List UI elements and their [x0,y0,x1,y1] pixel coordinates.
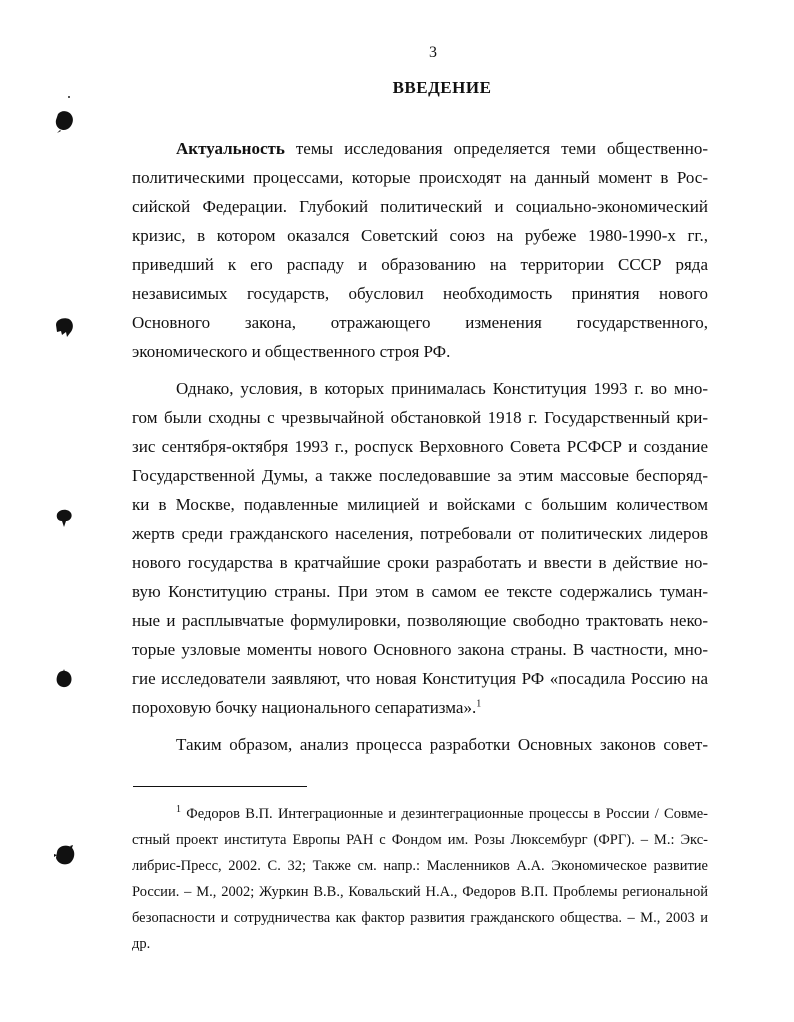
paragraph-1-line-2: политическими процессами, которые происходят на данный момент в Рос- [132,168,708,187]
punch-hole-mark-5 [52,842,76,866]
punch-hole-mark-4 [52,667,76,691]
bold-lead-term: Актуальность [176,139,285,158]
paragraph-2-line-1: Однако, условия, в которых принималась Конституция 1993 г. во мно- [176,379,708,398]
paragraph-2-line-10: торые узловые моменты нового Основного закона страны. В частности, мно- [132,640,708,659]
page-title: ВВЕДЕНИЕ [392,78,492,97]
page-number: 3 [429,44,437,61]
punch-hole-mark-2 [52,315,76,339]
punch-hole-mark-3 [52,506,76,530]
paragraph-2-line-4: Государственной Думы, а также последовавшие за этим массовые беспоряд- [132,466,708,485]
paragraph-1-line-3: сийской Федерации. Глубокий политический и социально-экономический [132,197,708,216]
footnote-divider [133,786,307,787]
footnote-reference[interactable]: 1 [476,698,482,710]
paragraph-2-line-7: нового государства в кратчайшие сроки разработать и ввести в действие но- [132,553,708,572]
paragraph-2-line-11: гие исследователи заявляют, что новая Конституция РФ «посадила Россию на [132,669,708,688]
paragraph-2-line-6: жертв среди гражданского населения, потребовали от политических лидеров [132,524,708,543]
paragraph-1-line-5: приведший к его распаду и образованию на территории СССР ряда [132,255,708,274]
paragraph-2-line-9: ные и расплывчатые формулировки, позволяющие свободно трактовать неко- [132,611,708,630]
paragraph-1-line-8: экономического и общественного строя РФ. [132,342,451,361]
paragraph-2-line-5: ки в Москве, подавленные милицией и войсками с большим количеством [132,495,708,514]
paragraph-2-line-3: зис сентября-октября 1993 г., роспуск Верховного Совета РСФСР и создание [132,437,708,456]
paragraph-2-line-12: пороховую бочку национального сепаратизма».$^1$ [132,698,482,717]
paragraph-1-line-4: кризис, в котором оказался Советский союз на рубеже 1980-1990-х гг., [132,226,708,245]
paragraph-1-line-7: Основного закона, отражающего изменения государственного, [132,313,708,332]
footnote-line-4: России. – М., 2002; Журкин В.В., Ковальский Н.А., Федоров В.П. Проблемы региональной [132,884,708,900]
footnote-line-2: стный проект института Европы РАН с Фондом им. Розы Люксембург (ФРГ). – М.: Экс- [132,832,708,848]
paragraph-1-line-6: независимых государств, обусловил необходимость принятия нового [132,284,708,303]
punch-hole-mark-1 [52,108,76,132]
footnote-line-6: др. [132,936,151,952]
footnote-line-5: безопасности и сотрудничества как фактор развития гражданского общества. – М., 2003 и [132,910,708,926]
paragraph-1-line-1: Актуальность темы исследования определяется теми общественно- [176,139,708,158]
paragraph-2-line-2: гом были сходны с чрезвычайной обстановкой 1918 г. Государственный кри- [132,408,708,427]
footnote-marker: 1 [176,804,181,816]
footnote-line-3: либрис-Пресс, 2002. С. 32; Также см. напр.: Масленников А.А. Экономическое развитие [132,858,708,874]
paragraph-3-line-1: Таким образом, анализ процесса разработки Основных законов совет- [176,735,708,754]
footnote-line-1: $^1$ Федоров В.П. Интеграционные и дезинтеграционные процессы в России / Совме- [176,804,708,822]
paragraph-2-line-8: вую Конституцию страны. При этом в самом ее тексте содержались туман- [132,582,708,601]
